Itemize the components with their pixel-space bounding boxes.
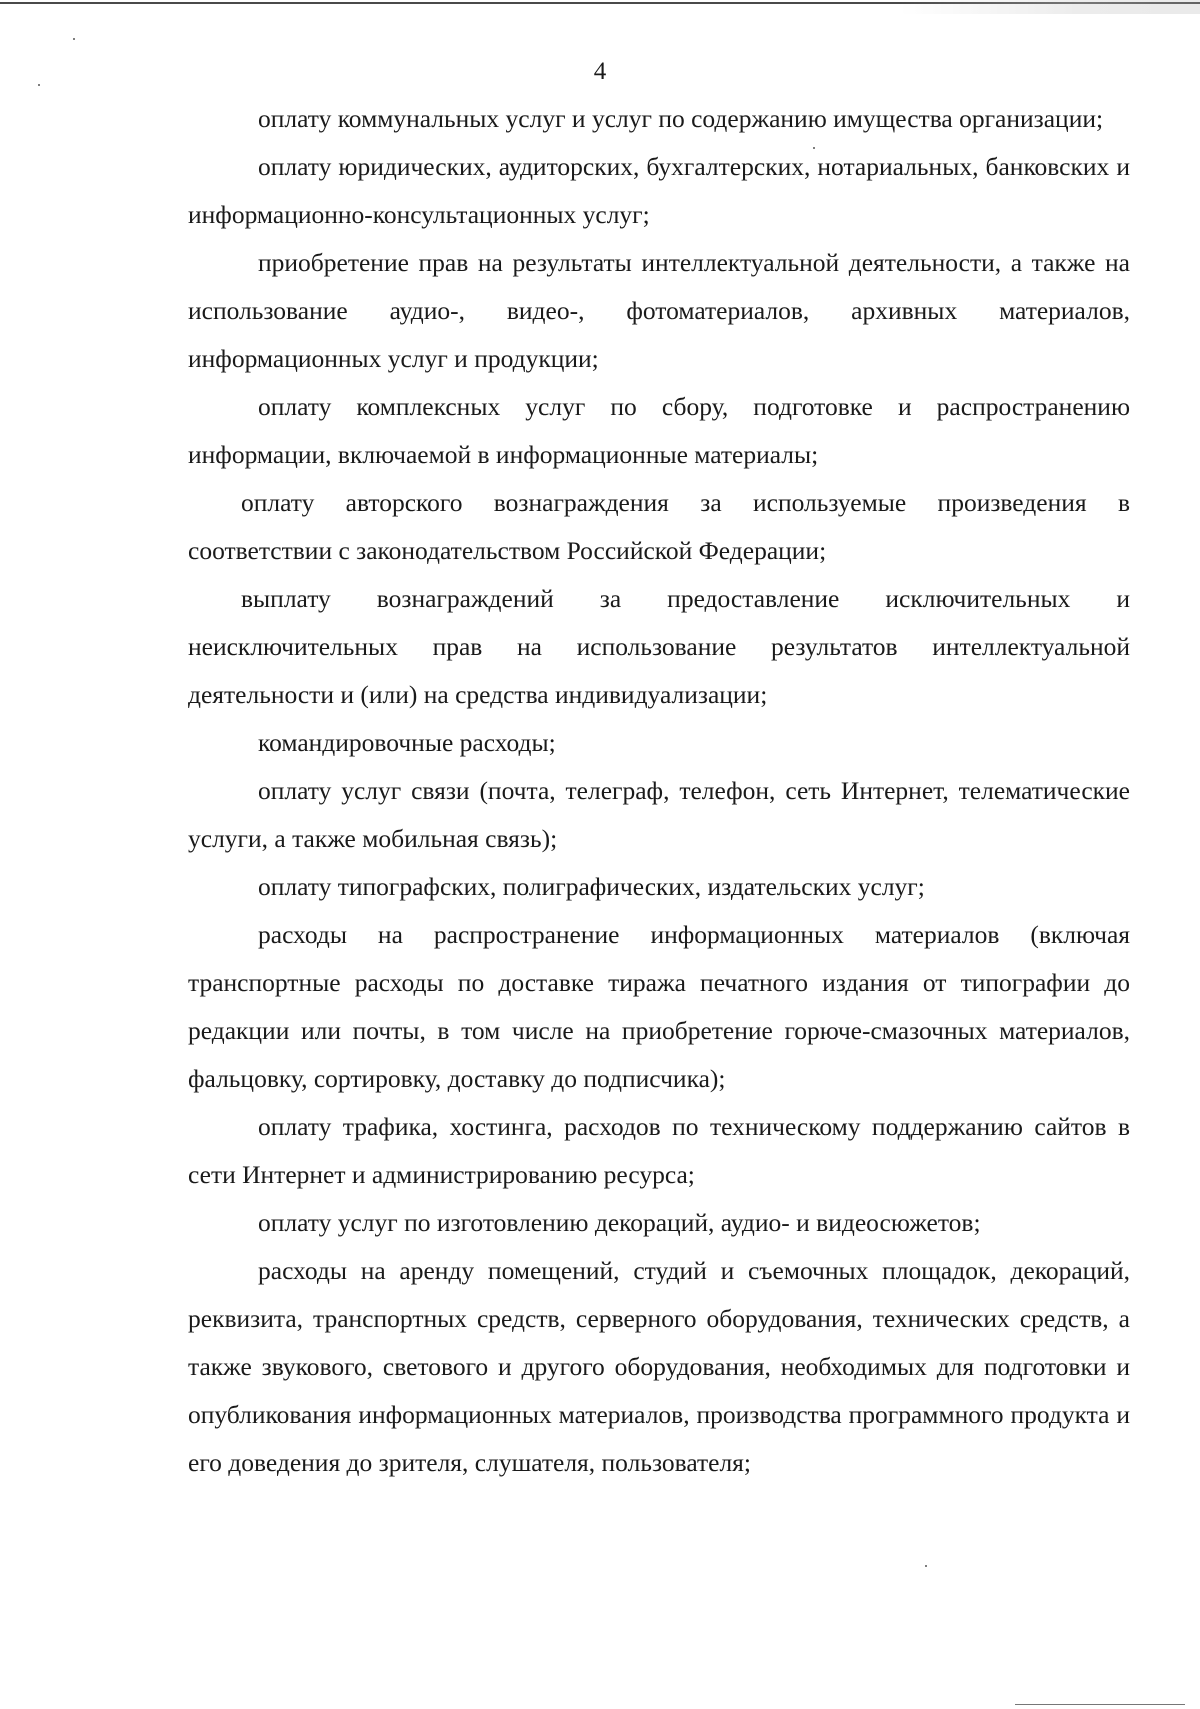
page-number: 4: [593, 58, 607, 85]
paragraph-distribution: расходы на распространение информационных материалов (включая транспортные расходы по доставке тиража печатного издания от типографии до редакции или почты, в том числе на приобретение горюче-смазочных материалов, фальцовку, сортировку, доставку до подписчика);: [188, 920, 1130, 1093]
scan-speck: [925, 1565, 927, 1567]
paragraph-utilities: оплату коммунальных услуг и услуг по содержанию имущества организации;: [258, 104, 1104, 133]
scan-speck: [73, 38, 75, 40]
paragraph-travel-expenses: командировочные расходы;: [258, 728, 556, 757]
paragraph-hosting: оплату трафика, хостинга, расходов по техническому поддержанию сайтов в сети Интернет и администрированию ресурса;: [188, 1112, 1130, 1189]
paragraph-author-fees: оплату авторского вознаграждения за используемые произведения в соответствии с законодательством Российской Федерации;: [188, 488, 1130, 565]
paragraph-ip-rights: приобретение прав на результаты интеллектуальной деятельности, а также на использование аудио-, видео-, фотоматериалов, архивных материалов, информационных услуг и продукции;: [188, 248, 1130, 373]
paragraph-scenery: оплату услуг по изготовлению декораций, аудио- и видеосюжетов;: [258, 1208, 981, 1237]
scan-bottom-edge-line: [1015, 1704, 1185, 1705]
paragraph-communications: оплату услуг связи (почта, телеграф, телефон, сеть Интернет, телематические услуги, а также мобильная связь);: [188, 776, 1130, 853]
paragraph-rights-payments: выплату вознаграждений за предоставление исключительных и неисключительных прав на использование результатов интеллектуальной деятельности и (или) на средства индивидуализации;: [188, 584, 1130, 709]
paragraph-legal-services: оплату юридических, аудиторских, бухгалтерских, нотариальных, банковских и информационно-консультационных услуг;: [188, 152, 1130, 229]
paragraph-printing: оплату типографских, полиграфических, издательских услуг;: [258, 872, 925, 901]
document-body: [188, 95, 1130, 1487]
paragraph-rentals: расходы на аренду помещений, студий и съемочных площадок, декораций, реквизита, транспортных средств, серверного оборудования, технических средств, а также звукового, светового и другого оборудования, необходимых для подготовки и опубликования информационных материалов, производства программного продукта и его доведения до зрителя, слушателя, пользователя;: [188, 1256, 1130, 1477]
paragraph-complex-services: оплату комплексных услуг по сбору, подготовке и распространению информации, включаемой в информационные материалы;: [188, 392, 1130, 469]
scan-top-edge-shadow: [900, 0, 1200, 14]
